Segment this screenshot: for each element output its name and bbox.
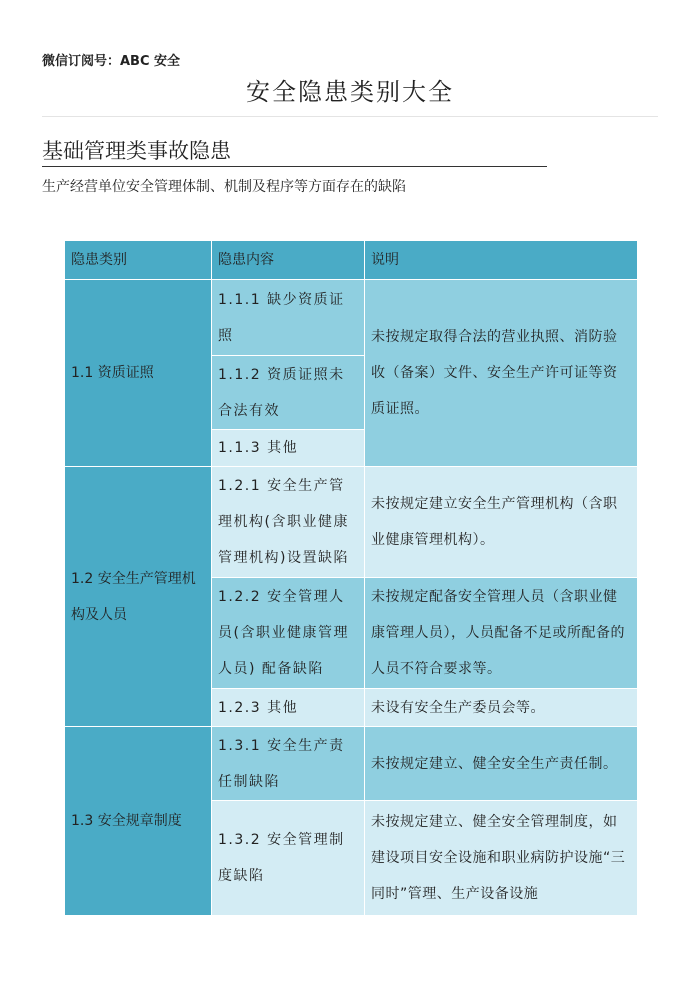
- category-cell: 1.2 安全生产管理机构及人员: [65, 467, 212, 727]
- description-cell: 未按规定建立、健全安全生产责任制。: [365, 727, 638, 801]
- content-cell: 1.1.1 缺少资质证照: [212, 280, 365, 356]
- section-subtitle: 生产经营单位安全管理体制、机制及程序等方面存在的缺陷: [42, 179, 406, 195]
- content-cell: 1.3.2 安全管理制度缺陷: [212, 801, 365, 916]
- description-cell: 未设有安全生产委员会等。: [365, 689, 638, 727]
- top-divider: [42, 116, 658, 117]
- content-cell: 1.2.2 安全管理人员(含职业健康管理人员) 配备缺陷: [212, 578, 365, 689]
- description-cell: 未按规定建立安全生产管理机构（含职业健康管理机构）。: [365, 467, 638, 578]
- table-row: [65, 280, 638, 356]
- description-cell: 未按规定取得合法的营业执照、消防验收（备案）文件、安全生产许可证等资质证照。: [365, 280, 638, 467]
- content-cell: 1.2.3 其他: [212, 689, 365, 727]
- section-title: 基础管理类事故隐患: [42, 139, 231, 163]
- document-title: 安全隐患类别大全: [246, 78, 454, 106]
- content-cell: 1.3.1 安全生产责任制缺陷: [212, 727, 365, 801]
- table-row: [65, 467, 638, 578]
- description-cell: 未按规定配备安全管理人员（含职业健康管理人员），人员配备不足或所配备的人员不符合要求等。: [365, 578, 638, 689]
- section-divider: [42, 166, 547, 167]
- table-header-row: [65, 241, 638, 280]
- header-category: 隐患类别: [65, 241, 212, 280]
- table-row: [65, 727, 638, 801]
- header-description: 说明: [365, 241, 638, 280]
- wechat-account-label: 微信订阅号：ABC 安全: [42, 54, 181, 69]
- hazard-table: [64, 240, 638, 916]
- content-cell: 1.2.1 安全生产管理机构(含职业健康管理机构)设置缺陷: [212, 467, 365, 578]
- category-cell: 1.3 安全规章制度: [65, 727, 212, 916]
- header-content: 隐患内容: [212, 241, 365, 280]
- content-cell: 1.1.3 其他: [212, 430, 365, 467]
- category-cell: 1.1 资质证照: [65, 280, 212, 467]
- content-cell: 1.1.2 资质证照未合法有效: [212, 356, 365, 430]
- description-cell: 未按规定建立、健全安全管理制度，如建设项目安全设施和职业病防护设施“三同时”管理、生产设备设施: [365, 801, 638, 916]
